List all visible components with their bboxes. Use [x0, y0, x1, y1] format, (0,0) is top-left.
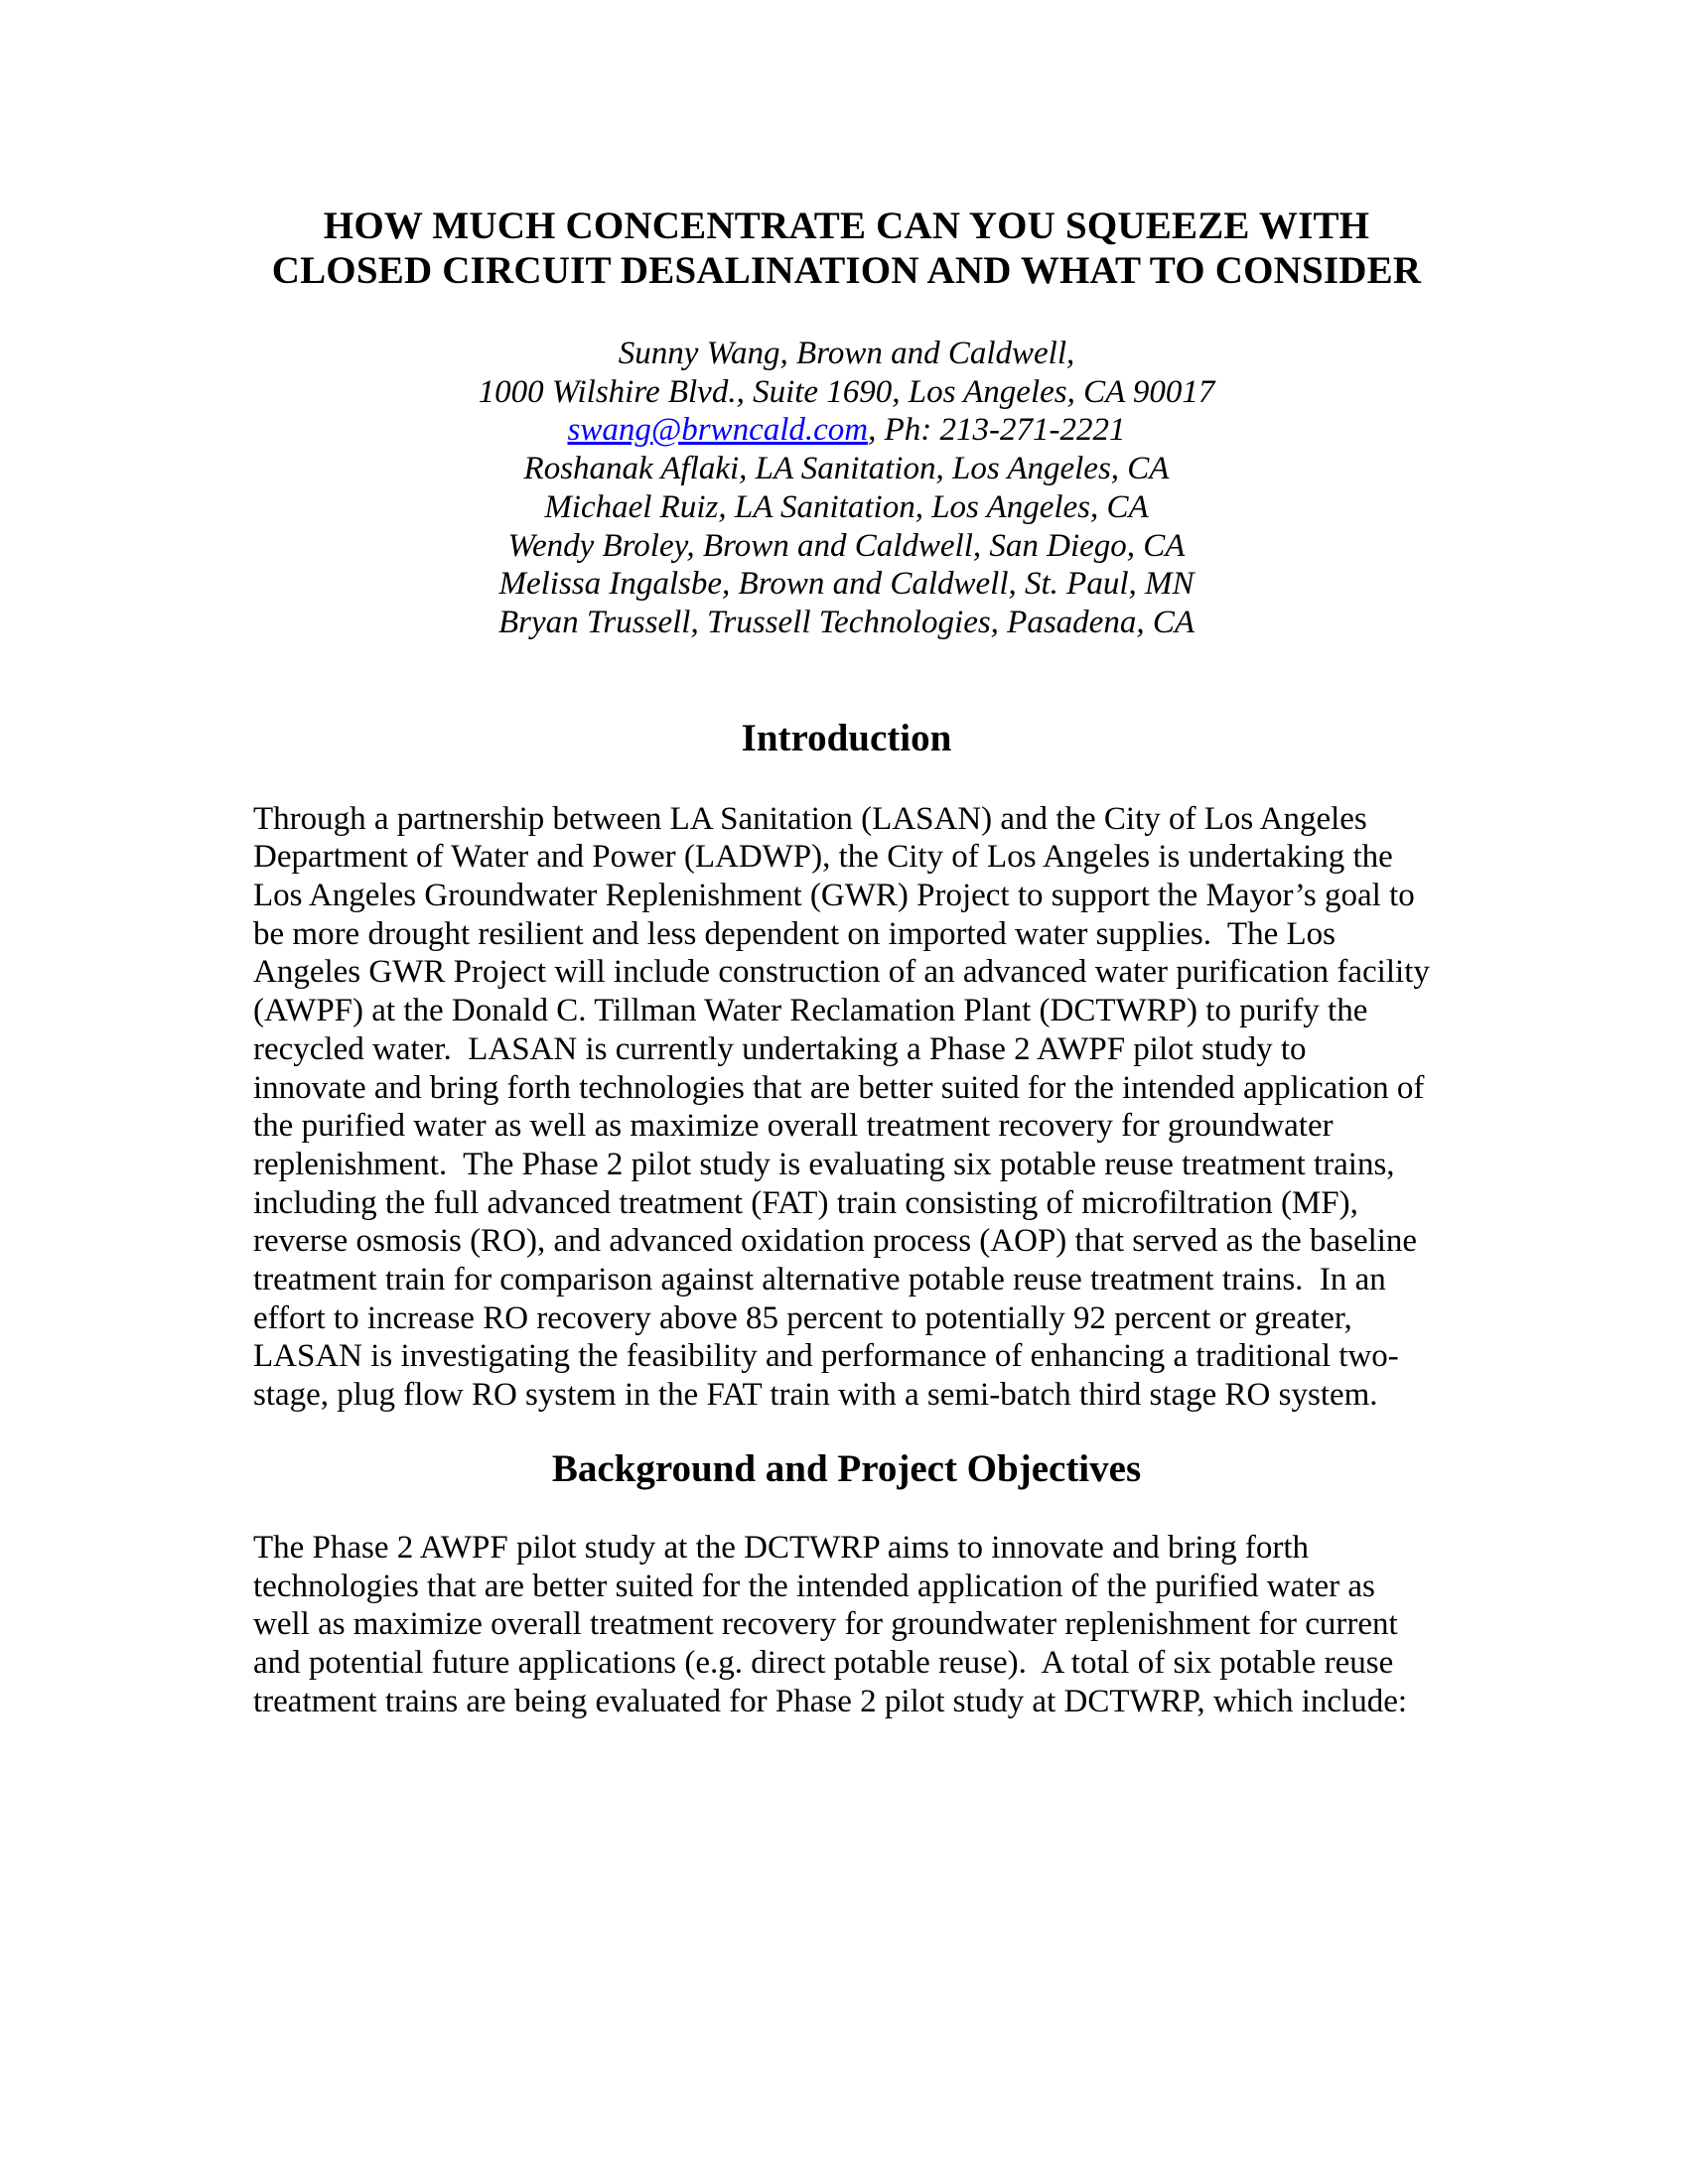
section-heading-background: Background and Project Objectives [551, 1446, 1142, 1490]
author-lines-top: Sunny Wang, Brown and Caldwell, 1000 Wilshire Blvd., Suite 1690, Los Angeles, CA 90017 [478, 336, 1215, 410]
paper-title-line-2: CLOSED CIRCUIT DESALINATION AND WHAT TO CONSIDER [271, 249, 1422, 292]
paragraph-introduction: Through a partnership between LA Sanitation (LASAN) and the City of Los Angeles Department of Water and Power (LADWP), the City of Los Angeles is undertaking the Los Angeles Groundwater Replenishment (GWR) Project to support the Mayor’s goal to be more drought resilient and less dependent on imported water supplies. The Los Angeles GWR Project will include construction of an advanced water purification facility (AWPF) at the Donald C. Tillman Water Reclamation Plant (DCTWRP) to purify the recycled water. LASAN is currently undertaking a Phase 2 AWPF pilot study to innovate and bring forth technologies that are better suited for the intended application of the purified water as well as maximize overall treatment recovery for groundwater replenishment. The Phase 2 pilot study is evaluating six potable reuse treatment trains, including the full advanced treatment (FAT) train consisting of microfiltration (MF), reverse osmosis (RO), and advanced oxidation process (AOP) that served as the baseline treatment train for comparison against alternative potable reuse treatment trains. In an effort to increase RO recovery above 85 percent to potentially 92 percent or greater, LASAN is investigating the feasibility and performance of enhancing a traditional two- stage, plug flow RO system in the FAT train with a semi-batch third stage RO system. [253, 800, 1430, 1414]
paragraph-background: The Phase 2 AWPF pilot study at the DCTWRP aims to innovate and bring forth technologies that are better suited for the intended application of the purified water as well as maximize overall treatment recovery for groundwater replenishment for current and potential future applications (e.g. direct potable reuse). A total of six potable reuse treatment trains are being evaluated for Phase 2 pilot study at DCTWRP, which include: [253, 1529, 1408, 1719]
paper-title [253, 204, 1440, 293]
author-contact-line [253, 411, 1440, 450]
email-link[interactable]: swang@brwncald.com [567, 412, 869, 449]
phone-text: , Ph: 213-271-2221 [868, 412, 1126, 449]
paper-title-line-1: HOW MUCH CONCENTRATE CAN YOU SQUEEZE WITH [323, 205, 1370, 247]
section-heading-introduction: Introduction [741, 716, 952, 759]
page-content [253, 0, 1440, 1720]
author-block [253, 335, 1440, 642]
author-lines-bottom: Roshanak Aflaki, LA Sanitation, Los Angeles, CA Michael Ruiz, LA Sanitation, Los Angeles, CA Wendy Broley, Brown and Caldwell, San Diego, CA Melissa Ingalsbe, Brown and Caldwell, St. Paul, MN Bryan Trussell, Trussell Technologies, Pasadena, CA [498, 451, 1195, 640]
